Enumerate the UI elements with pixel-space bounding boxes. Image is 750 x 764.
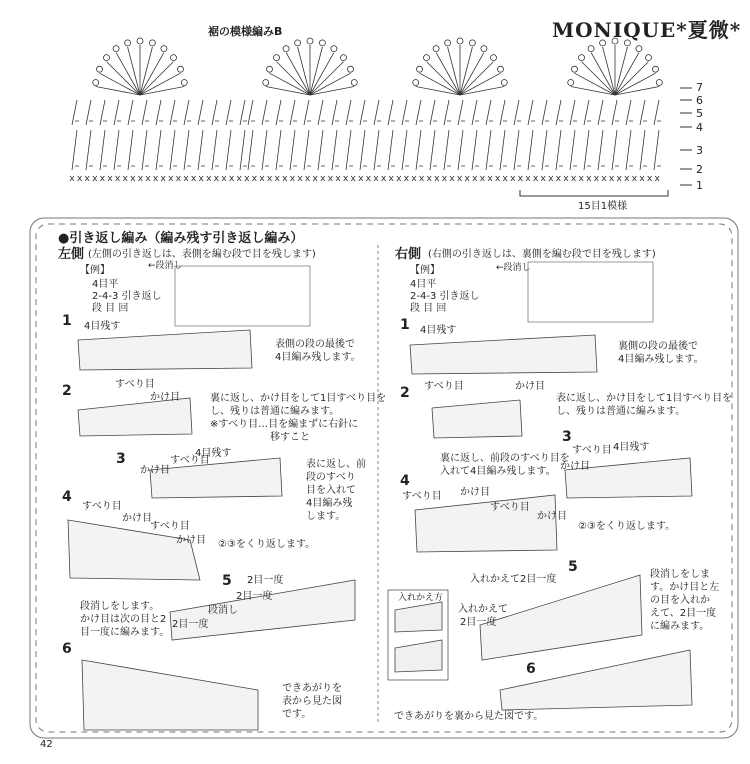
step-label: 2目一度 xyxy=(172,619,209,630)
step-label: すべり目 xyxy=(424,381,464,392)
step-label: 4目残す xyxy=(84,321,121,332)
step-number: 4 xyxy=(400,473,410,489)
step-number: 1 xyxy=(400,317,410,333)
step-number: 2 xyxy=(400,385,410,401)
step-label: かけ目 xyxy=(460,487,490,498)
row-number: 1 xyxy=(696,179,703,192)
step-label: 4目残す xyxy=(195,448,232,459)
step-number: 3 xyxy=(562,429,572,445)
repeat-label: 15目1模様 xyxy=(578,201,628,212)
step-description: ②③をくり返します。 xyxy=(218,539,316,550)
step-number: 6 xyxy=(526,661,536,677)
right-example-arrow: ←段消し xyxy=(496,263,531,273)
step-number: 6 xyxy=(62,641,72,657)
step-number: 3 xyxy=(116,451,126,467)
step-label: すべり目 xyxy=(82,501,122,512)
crochet-chart xyxy=(70,38,662,181)
step-description: 表に返し、かけ目をして1目すべり目を し、残りは普通に編みます。 xyxy=(556,393,733,417)
right-example-line: 4目平 xyxy=(410,279,437,290)
left-heading: 左側 xyxy=(58,247,85,262)
left-example-label: 【例】 xyxy=(80,265,110,276)
step-label: かけ目 xyxy=(537,511,567,522)
step-label: すべり目 xyxy=(115,379,155,390)
step-label: 2目一度 xyxy=(247,575,284,586)
step-number: 5 xyxy=(222,573,232,589)
step-description: 段消しをします。 かけ目は次の目と2 目一度に編みます。 xyxy=(80,601,170,638)
page-number: 42 xyxy=(40,739,53,750)
step-description: できあがりを裏から見た図です。 xyxy=(394,711,544,722)
right-heading: 右側 xyxy=(395,247,422,262)
right-example-line: 段 目 回 xyxy=(410,303,447,314)
step-label: かけ目 xyxy=(560,461,590,472)
step-label: すべり目 xyxy=(402,491,442,502)
step-description: 裏に返し、前段のすべり目を 入れて4目編み残します。 xyxy=(440,453,570,477)
step-number: 1 xyxy=(62,313,72,329)
step-label: かけ目 xyxy=(122,513,152,524)
step-description: 表側の段の最後で 4目編み残します。 xyxy=(275,339,361,363)
step-label: すべり目 xyxy=(150,521,190,532)
row-number: 4 xyxy=(696,121,703,134)
step-description: ②③をくり返します。 xyxy=(578,521,676,532)
step-label: すべり目 xyxy=(572,445,612,456)
step-description: 裏に返し、かけ目をして1目すべり目を し、残りは普通に編みます。 ※すべり目…目を編まずに右針に 移すこと xyxy=(210,393,387,443)
step-label: 段消し xyxy=(208,605,238,616)
step-description: 裏側の段の最後で 4目編み残します。 xyxy=(618,341,704,365)
right-example-label: 【例】 xyxy=(410,265,440,276)
step-label: かけ目 xyxy=(150,392,180,403)
step-number: 5 xyxy=(568,559,578,575)
step-label: すべり目 xyxy=(170,455,210,466)
row-number: 6 xyxy=(696,94,703,107)
step-label: 2目一度 xyxy=(460,617,497,628)
row-number: 5 xyxy=(696,107,703,120)
section-title: ●引き返し編み（編み残す引き返し編み） xyxy=(58,231,304,246)
row-number: 3 xyxy=(696,144,703,157)
inset-title: 入れかえ方 xyxy=(398,593,444,603)
step-label: 入れかえて2目一度 xyxy=(470,574,557,585)
left-example-line: 段 目 回 xyxy=(92,303,129,314)
step-description: 表に返し、前 段のすべり 目を入れて 4目編み残 します。 xyxy=(306,459,366,522)
step-label: 4目残す xyxy=(420,325,457,336)
step-number: 4 xyxy=(62,489,72,505)
row-number: 7 xyxy=(696,81,703,94)
step-label: すべり目 xyxy=(490,502,530,513)
step-label: かけ目 xyxy=(176,535,206,546)
knit-swatches-left xyxy=(68,330,355,730)
step-description: 段消しをしま す。かけ目と左 の目を入れか えて、2目一度 に編みます。 xyxy=(650,569,720,632)
step-description: できあがりを 表から見た図 です。 xyxy=(282,683,342,720)
left-heading-note: (左側の引き返しは、表側を編む段で目を残します) xyxy=(88,249,316,260)
left-example-line: 2-4-3 引き返し xyxy=(92,291,162,302)
right-example-grid xyxy=(528,262,653,322)
left-example-grid xyxy=(175,266,310,326)
step-label: かけ目 xyxy=(515,381,545,392)
right-heading-note: (右側の引き返しは、裏側を編む段で目を残します) xyxy=(428,249,656,260)
step-label: 4目残す xyxy=(613,442,650,453)
row-number: 2 xyxy=(696,163,703,176)
brand-watermark: MONIQUE*夏微* xyxy=(552,18,742,42)
step-label: 2目一度 xyxy=(236,591,273,602)
left-example-arrow: ←段消し xyxy=(148,261,183,271)
row-arrows xyxy=(680,88,692,185)
left-example-line: 4目平 xyxy=(92,279,119,290)
chart-title: 裾の模様編みB xyxy=(208,25,283,38)
right-example-line: 2-4-3 引き返し xyxy=(410,291,480,302)
step-label: かけ目 xyxy=(140,465,170,476)
step-label: 入れかえて xyxy=(458,604,508,615)
step-number: 2 xyxy=(62,383,72,399)
